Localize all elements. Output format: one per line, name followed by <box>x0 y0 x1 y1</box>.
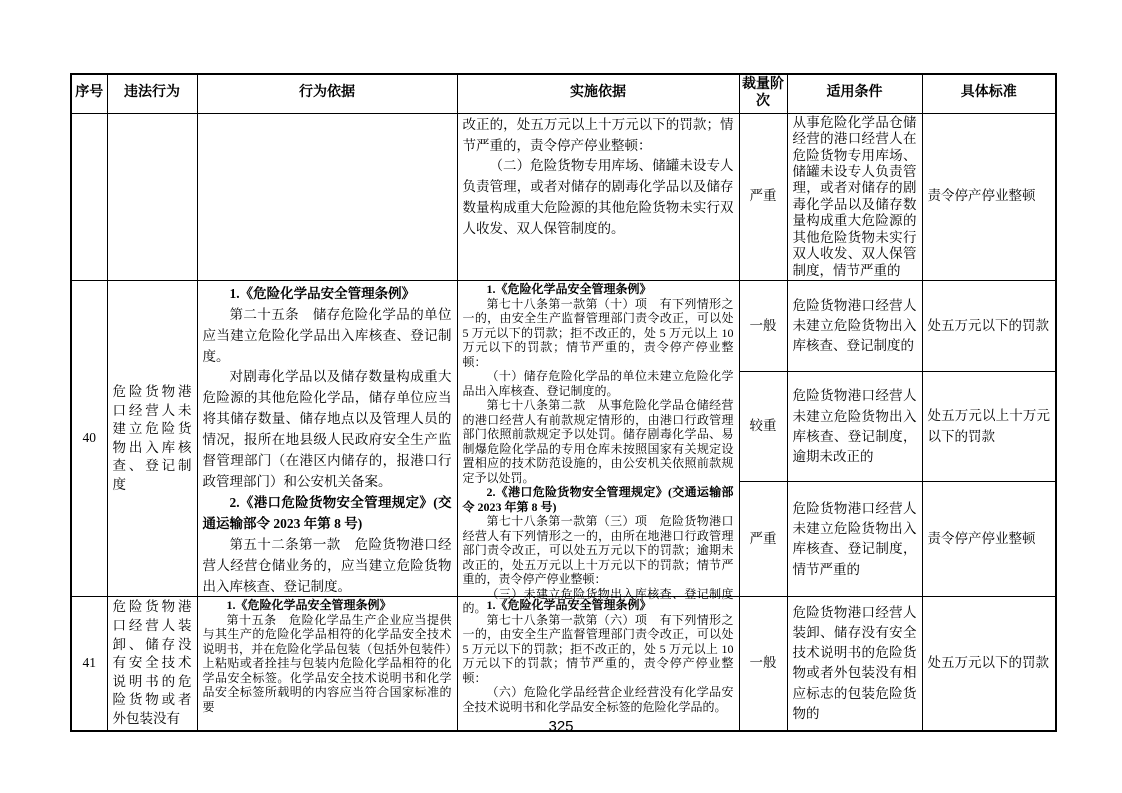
law-title-paragraph: 1.《危险化学品安全管理条例》 <box>486 282 652 297</box>
header-condition: 适用条件 <box>787 74 922 113</box>
implementation-basis-text <box>462 598 734 714</box>
law-text-paragraph: 第五十二条第一款 危险货物港口经营人经营仓储业务的，应当建立危险货物出入库核查、登记制度。 <box>202 536 452 594</box>
discretion-standards-table <box>70 73 1057 732</box>
serial-cell: 41 <box>71 597 107 731</box>
standard-cell: 责令停产停业整顿 <box>922 113 1056 281</box>
implementation-basis-text <box>462 282 734 616</box>
header-violation: 违法行为 <box>107 74 197 113</box>
law-text-paragraph: 改正的，处五万元以上十万元以下的罚款；情节严重的，责令停产停业整顿： <box>462 116 734 153</box>
law-title-paragraph: 2.《港口危险货物安全管理规定》(交通运输部令 2023 年第 8 号) <box>462 485 734 514</box>
standard-cell: 责令停产停业整顿 <box>922 482 1056 597</box>
behavior-basis-text <box>202 598 452 714</box>
implementation-basis-cell <box>457 281 739 616</box>
behavior-basis-cell <box>197 281 457 597</box>
condition-cell: 危险货物港口经营人未建立危险货物出入库核查、登记制度的 <box>787 281 922 372</box>
law-title-paragraph: 1.《危险化学品安全管理条例》 <box>229 285 416 301</box>
law-text-paragraph: 对剧毒化学品以及储存数量构成重大危险源的其他危险化学品，储存单位应当将其储存数量、储存地点以及管理人员的情况，报所在地县级人民政府安全生产监督管理部门（在港区内储存的，报港口行政管理部门）和公安机关备案。 <box>202 369 452 490</box>
table-row-41 <box>71 597 1056 731</box>
header-tier: 裁量阶次 <box>739 74 787 113</box>
law-text-paragraph: （三）未建立危险货物出入库核查、登记制度的。 <box>462 586 734 616</box>
header-serial: 序号 <box>71 74 107 113</box>
violation-cell: 危险货物港口经营人未建立危险货物出入库核查、登记制度 <box>107 281 197 597</box>
law-text-paragraph: 第二十五条 储存危险化学品的单位应当建立危险化学品出入库核查、登记制度。 <box>202 306 452 364</box>
law-text-paragraph: 第七十八条第二款 从事危险化学品仓储经营的港口经营人有前款规定情形的，由港口行政管理部门依照前款规定予以处罚。储存剧毒化学品、易制爆危险化学品的专用仓库未按照国家有关规定设置相应的技术防范设施的，由公安机关依照前款规定予以处罚。 <box>462 398 734 485</box>
behavior-basis-cell <box>197 113 457 281</box>
behavior-basis-cell <box>197 597 457 731</box>
table-row-40 <box>71 281 1056 372</box>
violation-cell: 危险货物港口经营人装卸、储存没有安全技术说明书的危险货物或者外包装没有 <box>107 597 197 731</box>
header-implementation-basis: 实施依据 <box>457 74 739 113</box>
condition-cell: 从事危险化学品仓储经营的港口经营人在危险货物专用库场、储罐未设专人负责管理，或者对储存的剧毒化学品以及储存数量构成重大危险源的其他危险货物未实行双人收发、双人保管制度，情节严重的 <box>787 113 922 281</box>
implementation-basis-cell <box>457 597 739 731</box>
implementation-basis-cell <box>457 113 739 281</box>
tier-cell: 严重 <box>739 113 787 281</box>
law-text-paragraph: （二）危险货物专用库场、储罐未设专人负责管理，或者对储存的剧毒化学品以及储存数量构成重大危险源的其他危险货物未实行双人收发、双人保管制度的。 <box>462 158 734 237</box>
serial-cell: 40 <box>71 281 107 597</box>
page-number: 325 <box>548 718 574 735</box>
header-behavior-basis: 行为依据 <box>197 74 457 113</box>
serial-cell <box>71 113 107 281</box>
table-header-row <box>71 74 1056 113</box>
standard-cell: 处五万元以下的罚款 <box>922 597 1056 731</box>
table-row-continuation <box>71 113 1056 281</box>
law-text-paragraph: 第七十八条第一款第（三）项 危险货物港口经营人有下列情形之一的，由所在地港口行政管理部门责令改正，可以处五万元以下的罚款；逾期未改正的，处五万元以上十万元以下的罚款；情节严重的，责令停产停业整顿： <box>462 514 734 587</box>
law-title-paragraph: 1.《危险化学品安全管理条例》 <box>486 598 652 613</box>
law-text-paragraph: 第七十八条第一款第（六）项 有下列情形之一的，由安全生产监督管理部门责令改正，可以处 5 万元以下的罚款；拒不改正的，处 5 万元以上 10 万元以下的罚款；情节严重的，责令停产停业整顿： <box>462 612 734 685</box>
law-text-paragraph: 第七十八条第一款第（十）项 有下列情形之一的，由安全生产监督管理部门责令改正，可以处 5 万元以下的罚款；拒不改正的，处 5 万元以上 10 万元以下的罚款；情节严重的，责令停产停业整顿： <box>462 296 734 369</box>
condition-cell: 危险货物港口经营人未建立危险货物出入库核查、登记制度，情节严重的 <box>787 482 922 597</box>
tier-cell: 一般 <box>739 597 787 731</box>
header-standard: 具体标准 <box>922 74 1056 113</box>
condition-cell: 危险货物港口经营人装卸、储存没有安全技术说明书的危险货物或者外包装没有相应标志的包装危险货物的 <box>787 597 922 731</box>
condition-cell: 危险货物港口经营人未建立危险货物出入库核查、登记制度，逾期未改正的 <box>787 372 922 482</box>
law-title-paragraph: 1.《危险化学品安全管理条例》 <box>226 598 392 613</box>
tier-cell: 一般 <box>739 281 787 372</box>
standard-cell: 处五万元以上十万元以下的罚款 <box>922 372 1056 482</box>
law-title-paragraph: 2.《港口危险货物安全管理规定》(交通运输部令 2023 年第 8 号) <box>202 495 452 531</box>
law-text-paragraph: （六）危险化学品经营企业经营没有化学品安全技术说明书和化学品安全标签的危险化学品的。 <box>462 685 734 714</box>
tier-cell: 严重 <box>739 482 787 597</box>
behavior-basis-text <box>203 284 452 594</box>
law-text-paragraph: （十）储存危险化学品的单位未建立危险化学品出入库核查、登记制度的。 <box>462 369 734 398</box>
implementation-basis-text <box>463 115 734 258</box>
standard-cell: 处五万元以下的罚款 <box>922 281 1056 372</box>
law-text-paragraph: 第十五条 危险化学品生产企业应当提供与其生产的危险化学品相符的化学品安全技术说明书，并在危险化学品包装（包括外包装件）上粘贴或者拴挂与包装内危险化学品相符的化学品安全标签。化学品安全技术说明书和化学品安全标签所载明的内容应当符合国家标准的要 <box>202 612 452 714</box>
violation-cell <box>107 113 197 281</box>
tier-cell: 较重 <box>739 372 787 482</box>
